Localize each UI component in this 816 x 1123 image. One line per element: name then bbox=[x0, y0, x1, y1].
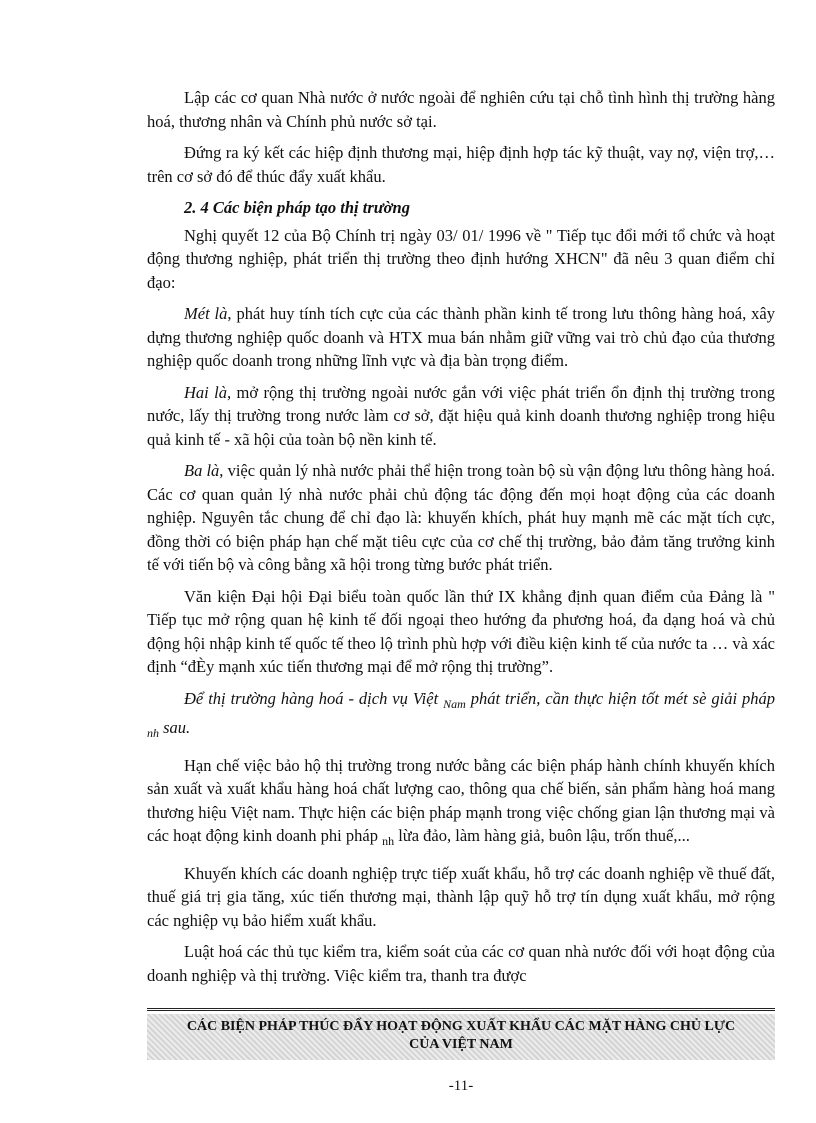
footer-title-line1: CÁC BIỆN PHÁP THÚC ĐẨY HOẠT ĐỘNG XUẤT KHẨU CÁC MẶT HÀNG CHỦ LỰC bbox=[186, 1019, 736, 1034]
subscript-text: nh bbox=[382, 834, 395, 848]
section-heading: 2. 4 Các biện pháp tạo thị trường bbox=[184, 198, 410, 217]
paragraph-text: mở rộng thị trường ngoài nước gắn với việc phát triển ổn định thị trường trong nước, lấy thị trường trong nước làm cơ sở, đặt hiệu quả kinh doanh thương nghiệp trong hiệu quả kinh tế - xã hội của toàn bộ nền kinh tế. bbox=[147, 382, 775, 449]
footer-banner bbox=[147, 1014, 775, 1060]
paragraph-text: , phát huy tính tích cực của các thành phần kinh tế trong lưu thông hàng hoá, xây dựng thương nghiệp quốc doanh và HTX mua bán nhằm giữ vững vai trò chủ đạo của thương nghiệp quốc doanh trong những lĩnh vực và địa bàn trọng điểm. bbox=[147, 304, 775, 370]
paragraph bbox=[147, 459, 775, 577]
page-body bbox=[147, 86, 775, 995]
paragraph: Nghị quyết 12 của Bộ Chính trị ngày 03/ 01/ 1996 về " Tiếp tục đổi mới tổ chức và hoạt động thương nghiệp, phát triển thị trường theo định hướng XHCN" đã nêu 3 quan điểm chỉ đạo: bbox=[147, 225, 775, 292]
paragraph-text: sau. bbox=[159, 718, 191, 737]
paragraph-text: lừa đảo, làm hàng giả, buôn lậu, trốn thuế,... bbox=[394, 826, 690, 845]
paragraph-text: phát triển, cần thực hiện tốt mét sè giải pháp bbox=[465, 688, 775, 708]
page-number: -11- bbox=[448, 1078, 474, 1094]
paragraph-text: Để thị trường hàng hoá - dịch vụ Việt bbox=[184, 688, 444, 708]
paragraph: Luật hoá các thủ tục kiểm tra, kiểm soát của các cơ quan nhà nước đối với hoạt động của doanh nghiệp và thị trường. Việc kiểm tra, thanh tra được bbox=[147, 942, 775, 985]
footer-divider bbox=[147, 1008, 775, 1011]
subscript-text: Nam bbox=[443, 696, 466, 711]
paragraph bbox=[147, 381, 775, 452]
paragraph bbox=[147, 754, 775, 854]
paragraph-lead: Hai là, bbox=[184, 382, 232, 402]
paragraph-text: Hạn chế việc bảo hộ thị trường trong nước bằng các biện pháp hành chính khuyến khích sản xuất và xuất khẩu hàng hoá chất lượng cao, thông qua chế biến, sản phẩm hàng hoá mang thương hiệu Việt nam. Thực hiện các biện pháp mạnh trong việc chống gian lận thương mại và các hoạt động kinh doanh phi pháp bbox=[147, 755, 775, 845]
subscript-text: nh bbox=[147, 726, 159, 740]
paragraph-lead: Mét là bbox=[184, 304, 228, 323]
paragraph: Đứng ra ký kết các hiệp định thương mại, hiệp định hợp tác kỹ thuật, vay nợ, viện trợ,…trên cơ sở đó để thúc đẩy xuất khẩu. bbox=[147, 143, 775, 186]
footer-title-line2: CỦA VIỆT NAM bbox=[409, 1037, 513, 1052]
paragraph bbox=[147, 687, 775, 746]
paragraph-text: việc quản lý nhà nước phải thể hiện trong toàn bộ sù vận động lưu thông hàng hoá. Các cơ quan quản lý nhà nước phải chủ động tác động đến mọi hoạt động của các doanh nghiệp. Nguyên tắc chung để chỉ đạo là: khuyến khích, phát huy mạnh mẽ các mặt tích cực, đồng thời có biện pháp hạn chế mặt tiêu cực của cơ chế thị trường, bảo đảm tăng trưởng kinh tế với tiến bộ và công bằng xã hội trong từng bước phát triển. bbox=[147, 461, 775, 574]
paragraph-lead: Ba là, bbox=[184, 461, 224, 480]
paragraph: Lập các cơ quan Nhà nước ở nước ngoài để nghiên cứu tại chỗ tình hình thị trường hàng hoá, thương nhân và Chính phủ nước sở tại. bbox=[147, 88, 775, 131]
paragraph bbox=[147, 302, 775, 373]
paragraph: Văn kiện Đại hội Đại biểu toàn quốc lần thứ IX khẳng định quan điểm của Đảng là " Tiếp tục mở rộng quan hệ kinh tế đối ngoại theo hướng đa phương hoá, đa dạng hoá và chủ động hội nhập kinh tế quốc tế theo lộ trình phù hợp với điều kiện kinh tế của nước ta … và xác định “đÈy mạnh xúc tiến thương mại để mở rộng thị trường”. bbox=[147, 586, 775, 676]
paragraph: Khuyến khích các doanh nghiệp trực tiếp xuất khẩu, hỗ trợ các doanh nghiệp về thuế đất, thuế giá trị gia tăng, xúc tiến thương mại, thành lập quỹ hỗ trợ tín dụng xuất khẩu, mở rộng các nghiệp vụ bảo hiểm xuất khẩu. bbox=[147, 863, 775, 930]
